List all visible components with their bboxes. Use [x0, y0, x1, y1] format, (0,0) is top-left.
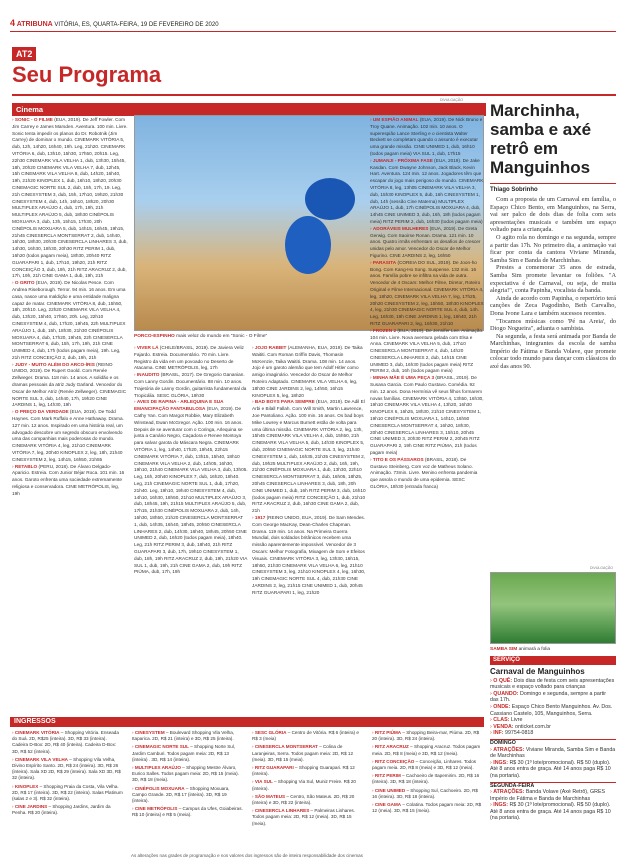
- schedule-item-label: INGS:: [493, 802, 510, 809]
- newspaper-brand: ATRIBUNA: [16, 21, 53, 28]
- bullet-icon: ›: [370, 327, 373, 333]
- bullet-icon: ›: [12, 463, 15, 469]
- service-item: [490, 724, 616, 731]
- ingressos-column-1: [12, 730, 124, 850]
- cinema-label: Cinema: [16, 105, 44, 114]
- bullet-icon: ›: [12, 730, 15, 735]
- movie-listing: [12, 409, 128, 463]
- cinema-price-entry: [132, 765, 244, 784]
- schedule-list: [490, 739, 616, 822]
- cinema-price-details: – Palmeiras Linhares. Todos pagam meia: 2D, R$ 12 (meia). 3D, R$ 15 (meia).: [252, 808, 355, 826]
- cinema-price-entry: [12, 730, 124, 755]
- cinema-price-entry: [372, 730, 484, 742]
- cinema-name: RITZ PIÚMA: [374, 730, 402, 735]
- cinema-name: CINESERCLA LINHARES: [254, 808, 310, 814]
- service-list: [490, 678, 616, 737]
- bullet-icon: ›: [252, 399, 255, 405]
- cinema-price-entry: [132, 806, 244, 818]
- page-header: [10, 18, 616, 32]
- movie-listing: [252, 399, 366, 515]
- cinema-price-entry: [132, 744, 244, 763]
- schedule-item-label: INGS:: [493, 759, 510, 766]
- cinema-name: SESC GLÓRIA: [254, 730, 287, 735]
- cinema-name: RITZ ARACRUZ: [374, 744, 409, 750]
- bullet-icon: ›: [490, 717, 494, 724]
- cinema-price-entry: [12, 784, 124, 803]
- movie-details: (ALEMANHA, EUA, 2019). De Taika Waititi. Com Roman Griffin Davis, Thomasin McKenzie, Taika Waititi. Drama. 108 min. 14 anos. Jojo é um garoto alemão que tem Adolf Hitler como amigo imaginário. Vencedor do Oscar de Melhor Roteiro Adaptado. CINEMARK VILA VELHA 6, leg, 18h30 CINE JARDINS 2, leg, 14h50, 16h15 KINOPLEX 5, leg, 18h20: [252, 345, 363, 398]
- cinema-name: RITZ CONCEIÇÃO: [374, 758, 415, 764]
- cinema-price-entry: [252, 779, 364, 791]
- movie-title: FROZEN 2: [372, 327, 397, 333]
- schedule-day: DOMINGO: [490, 739, 616, 747]
- cinema-name: CINE JARDINS: [14, 804, 48, 810]
- movie-listing: [134, 372, 248, 399]
- cinema-column-2: [134, 345, 248, 707]
- bullet-icon: ›: [132, 730, 135, 735]
- cinema-name: CINE METRÓPOLIS: [134, 806, 178, 812]
- bullet-icon: ›: [490, 723, 494, 730]
- service-item: [490, 730, 616, 737]
- movie-title: PARASITA: [372, 259, 397, 265]
- movie-title: VIVER LÁ: [136, 345, 159, 350]
- bullet-icon: ›: [252, 765, 255, 771]
- schedule-item: [490, 789, 616, 802]
- movie-listing: [370, 457, 484, 491]
- cinema-price-entry: [252, 730, 364, 742]
- schedule-day: SEGUNDA-FEIRA: [490, 782, 616, 790]
- ingressos-column-4: [372, 730, 484, 850]
- cinema-price-details: – Shopping Sul, Cachoeiro. 2D, R$ 16 (inteira). 3D, R$ 18 (inteira).: [372, 787, 478, 799]
- bullet-icon: ›: [12, 783, 15, 789]
- movie-title: JUMANJI - PRÓXIMA FASE: [372, 157, 433, 163]
- article-paragraph: Prestes a comemorar 35 anos de estrada, Samba Sim promete levantar os foliões. "A expectativa é de Carnaval, ou seja, de muita alegria!", conta Papinha, vocalista da banda.: [490, 264, 616, 295]
- service-item-text: Domingo e segunda, sempre a partir das 17h.: [490, 690, 607, 704]
- movie-details: (EUA, 2019). De Cathy Yan. Com Margot Robbie, Mary Elizabeth Winstead, Ewan McGregor. Ação. 100 min. 16 anos. Depois de se aventurar com o Coringa, Arlequina se junta a Canário Negro, Caçadora e Renee Montoya para salvar garota do Máscara Negra. CINEMARK VITÓRIA 1, leg, 14h40, 17h20, 19h45, 22h15 CINEMARK VITÓRIA 7, dub, 13h15, 15h40, 18h10 CINEMARK VILA VELHA 2, dub, 14h05, 16h30, 19h10, 21h40 CINEMARK VILA VELHA 3, dub, 13h05. Leg, 16h, 20h40 KINOPLEX 7, dub, 16h20, 18h40. Leg, 21h CINEMAGIC NORTE SUL 1, dub, 17h20, 21h40. Leg, 19h10, 19h40 CINESYSTEM 4, dub, 14h10, 16h30, 18h50, 21h10 MULTIPLEX ARAÚJO 3, dub, 18h45, 19h, 21h15 MULTIPLEX ARAÚJO 5, dub, 17h15, 21h30 CINÉPOLIS MOXUARA 2, dub, 14h, 16h30, 18h50, 21h20 CINESERCLA MONTSERRAT 1, dub, 14h35, 16h40, 18h45, 20h50 CINESERCLA LINHARES 2, dub, 14h30, 16h40, 18h45, 20h50 CINE UNIMED 2, dub, 16h20 (todos pagam meia), 18h40. Leg, 21h RITZ PERIM 3, dub, 18h40, 21h RITZ GUARAPARI 3, dub, 17h, 19h10 CINESYSTEM 1, dub, 18h, 19h RITZ ARACRUZ 2, dub, 19h, 21h20 VIA SUL 1, dub, 19h, 21h CINE GAMA 2, dub, 19h RITZ PIÚMA, dub, 17h, 19h: [134, 406, 248, 575]
- cinema-price-entry: [12, 804, 124, 816]
- article-body: [490, 196, 616, 371]
- movie-details: (EUA, 2019). De Nicolas Pesce. Com Andrea Riseborough. Terror. 94 min. 16 anos. Em uma casa, nasce uma maldição e uma entidade maligna capaz de matar. CINEMARK VITÓRIA 8, dub, 15h50, 18h, 20h10. Leg, 22h20 CINEMARK VILA VELHA 4, dub, 13h20, 15h40, 17h50, 20h. Leg, 22h10 CINESYSTEM 4, dub, 17h20, 19h45, 22h MULTIPLEX ARAÚJO 1, dub, 15h, 18h30, 21h30 CINÉPOLIS MOXUARA 4, dub, 17h20, 19h45, 22h CINESERCLA MONTSERRAT 6, dub, 15h, 17h, 19h, 21h CINE UNIMED 4, dub, 17h (todos pagam meia), 19h. Leg, 21h RITZ CONCEIÇÃO 2, dub, 19h, 21h: [12, 280, 126, 360]
- bullet-icon: ›: [370, 456, 373, 462]
- movie-details: (EUA, 2019). De Todd Haynes. Com Mark Ruffalo e Anne Hathaway. Drama. 127 min. 12 anos. Inspirado em uma história real, um advogado descobre um segredo obscuro envolvendo uma das companhias mais poderosas do mundo. CINEMARK VITÓRIA 4, leg, 21h10 CINEMARK VITÓRIA 7, leg, 20h40 KINOPLEX 2, leg, 18h, 21h40 CINESYSTEM 2, leg, 14h15, 16h50, 21h55: [12, 409, 124, 462]
- schedule-item-text: R$ 30 (1º lote/promocional). R$ 50 (duplo). Até 8 anos entra de graça. Até 14 anos paga R$ 10 (na portaria).: [490, 759, 611, 779]
- service-item: [490, 717, 616, 724]
- bullet-icon: ›: [370, 225, 373, 231]
- bullet-icon: ›: [370, 375, 373, 381]
- cinema-column-3: [252, 345, 366, 707]
- cinema-price-details: – Shopping Mestre Álvaro, Eurico Salles. Todos pagam meia: 2D, R$ 15 (meia). 3D, R$ 18 (meia).: [132, 765, 239, 783]
- bullet-icon: ›: [370, 157, 373, 163]
- photo-caption-label: PORCO-ESPINHO: [134, 334, 175, 339]
- bullet-icon: ›: [490, 802, 494, 809]
- movie-listing: [12, 117, 128, 280]
- cinema-price-entry: [252, 765, 364, 777]
- article-title: Marchinha, samba e axé retrô em Manguinhos: [490, 101, 592, 177]
- bullet-icon: ›: [252, 779, 255, 785]
- movie-title: TITO E OS PÁSSAROS: [372, 456, 424, 462]
- cinema-name: CINÉPOLIS MOXUARA: [134, 785, 185, 791]
- bullet-icon: ›: [252, 345, 255, 350]
- article-photo-caption: [490, 647, 616, 652]
- movie-title: BAD BOYS PARA SEMPRE: [254, 399, 315, 405]
- movie-details: (EUA, 2019). De Adil El Arbi e Bilall Fallah. Com Will Smith, Martin Lawrence, Joe Pantoliano. Ação. 100 min. 16 anos. Os bad boys Mike Lowrey e Marcus Burnett estão de volta para uma última missão. CINEMARK VITÓRIA 2, leg, 13h, 15h45 CINEMARK VILA VELHA 4, dub, 15h50, 21h CINEMARK VILA VELHA 5, dub, 14h30 KINOPLEX 5, dub, 20h50 CINEMAGIC NORTE SUL 3, leg, 21h40 CINESYSTEM 1, dub, 16h35, 21h35 CINESYSTEM 2, dub, 19h25 MULTIPLEX ARAÚJO 2, dub, 16h, 19h, 21h30 CINÉPOLIS MOXUARA 1, dub, 13h30, 22h10 CINESERCLA MONTSERRAT 3, dub, 16h05, 18h25, 20h45 CINESERCLA LINHARES 3, dub, 18h, 20h CINE UNIMED 1, dub, 16h RITZ PERIM 3, dub, 16h10 (todos pagam meia) RITZ CONCEIÇÃO 1, dub, 21h10 RITZ ARACRUZ 2, dub, 16h30 CINE GAMA 2, dub, 21h: [252, 399, 366, 514]
- cinema-price-details: – Shopping Jardins, Jardim da Penha. R$ 20 (inteira).: [12, 804, 111, 816]
- movie-listing: [252, 515, 366, 597]
- service-item-text: 99754-0818: [505, 730, 534, 737]
- ingressos-column-3: [252, 730, 364, 850]
- service-item-text: onticket.com.br: [515, 723, 551, 730]
- bullet-icon: ›: [12, 280, 15, 286]
- cinema-name: CINEMARK VITÓRIA: [14, 730, 60, 735]
- movie-title: O GRITO: [14, 280, 35, 286]
- cinema-name: SÃO MATEUS: [254, 793, 286, 799]
- cinema-price-details: – Colina de Laranjeiras, Serra. Todos pagam meia: 2D, R$ 12 (meia). 3D, R$ 15 (meia).: [252, 744, 354, 762]
- ingressos-footer: As alterações nas grades de programação e nos valores dos ingressos são de inteira responsabilidade dos cinemas: [131, 853, 363, 858]
- movie-title: AVES DE RAPINA - ARLEQUINA E SUA EMANCIPAÇÃO FANTABULOSA: [134, 399, 224, 412]
- schedule-item-label: ATRAÇÕES:: [493, 746, 526, 753]
- bullet-icon: ›: [132, 765, 135, 771]
- cinema-price-entry: [372, 773, 484, 785]
- service-item: [490, 678, 616, 691]
- article-photo-caption-label: SAMBA SIM: [490, 647, 518, 652]
- service-title: Carnaval de Manguinhos: [490, 666, 585, 676]
- cinema-price-details: – Shopping Moxuara, Campo Grande. 2D, R$ 17 (inteira). 3D, R$ 19 (inteira).: [132, 785, 230, 804]
- cinema-price-details: – Shopping Aracruz. Todos pagam meia. 2D, R$ 8 (meia) e 3D, R$ 12 (meia).: [372, 744, 481, 756]
- bullet-icon: ›: [12, 409, 15, 415]
- movie-listing: [12, 280, 128, 362]
- cinema-price-entry: [252, 744, 364, 763]
- movie-details: (REINO UNIDO, EUA, 2019). De Sam Mendes. Com George MacKay, Dean-Charles Chapman. Drama. 119 min. 14 anos. Na Primeira Guerra Mundial, dois soldados britânicos recebem uma missão aparentemente impossível. Vencedor de 3 Oscars: Melhor Fotografia, Mixagem de Som e Efeitos Visuais. CINEMARK VITÓRIA 3, leg, 13h30, 16h15, 18h50, 21h30 CINEMARK VILA VELHA 6, leg, 21h10 CINESYSTEM 3, leg, 21h10 KINOPLEX 4, leg, 16h30, 19h CINEMAGIC NORTE SUL 4, dub, 21h30 CINE JARDINS 2, leg, 21h15 CINE UNIMED 1, dub, 20h45 RITZ GUARAPARI 1, leg, 21h20: [252, 514, 366, 595]
- bullet-icon: ›: [370, 117, 373, 122]
- movie-listing: [370, 375, 484, 457]
- movie-title: INAUDITO: [136, 372, 160, 378]
- movie-listing: [12, 464, 128, 498]
- bullet-icon: ›: [372, 744, 375, 750]
- page-title: Seu Programa: [12, 62, 162, 87]
- bullet-icon: ›: [490, 789, 494, 796]
- movie-details: (EUA, 2019). De Jennifer Lee. Animação. 104 min. Livre. Nova aventura gelada com Elsa e Anna. CINEMARK VILA VELHA 5, dub, 17h10 CINESERCLA MONTSERRAT 4, dub, 14h20 CINESERCLA LINHARES 2, dub, 14h15 CINE UNIMED 3, dub, 16h30 (todos pagam meia) RITZ PERIM 2, dub, 16h (todos pagam meia): [370, 327, 484, 374]
- cinema-price-details: – Centro, São Mateus. 2D, R$ 20 (inteira) e 3D, R$ 22 (inteira).: [252, 793, 355, 806]
- schedule-item-text: Banda Volave (Axé Retrô), GRES Império de Fátima e Banda de Marchinhas: [490, 789, 606, 802]
- article-author: Thiago Sobrinho: [490, 183, 616, 193]
- cinema-name: KINOPLEX: [14, 783, 39, 789]
- cinema-name: MULTIPLEX ARAÚJO: [134, 765, 182, 771]
- cinema-price-details: – Colatina. Todos pagam meia: 2D, R$ 12 (meia). 3D, R$ 15 (meia).: [372, 802, 482, 814]
- movie-details: (EUA, 2019). De Greta Gerwig. Com Saoirse Ronan. Drama. 121 min. 10 anos. Quatro irmãs enfrentam os desafios de crescer unidas pelo amor. Vencedor do Oscar de Melhor Figurino. CINE JARDINS 2, leg, 16h50: [370, 225, 481, 258]
- photo-credit: DIVULGAÇÃO: [440, 98, 463, 102]
- bullet-icon: ›: [372, 730, 375, 735]
- service-item-label: CLAS:: [493, 717, 511, 724]
- bullet-icon: ›: [372, 802, 375, 808]
- movie-title: SONIC - O FILME: [14, 117, 53, 122]
- bullet-icon: ›: [252, 793, 255, 799]
- sonic-head: [305, 178, 355, 220]
- ingressos-label: INGRESSOS: [14, 718, 56, 725]
- movie-details: (BRASIL, 2019). De Susana Garcia. Com Paulo Gustavo. Comédia. 92 min. 12 anos. Dona Hermínia vê seus filhos formarem novas famílias. CINEMARK VITÓRIA 4, 13h50, 16h30, 19h10 CINEMARK VILA VELHA 4, 13h20, 16h30 KINOPLEX 6, 16h25, 18h30, 21h10 CINESYSTEM 1, 19h10 CINÉPOLIS MOXUARA 1, 14h10, 16h50 CINESERCLA MONTSERRAT 4, 16h20, 18h30, 20h40 CINESERCLA LINHARES 3, 15h10, 20h45 CINE UNIMED 3, 20h30 RITZ PERIM 2, 20h45 RITZ GUARAPARI 2, 19h CINE RITZ PIÚMA, 21h (todos pagam meia): [370, 375, 484, 456]
- bullet-icon: ›: [490, 690, 494, 697]
- cinema-column-1: [12, 117, 128, 707]
- bullet-icon: ›: [12, 804, 15, 810]
- service-item-label: O QUÊ:: [493, 677, 514, 684]
- cinema-price-details: – Boulevard Shopping Vila Velha, Itaparica. 2D, R$ 21 (inteira) e 3D, R$ 25 (inteira).: [132, 730, 235, 742]
- movie-details: (EUA, 2019). De Jeff Fowler. Com Jim Carrey e James Marsden. Aventura. 100 min. Livre. Sonic tenta impedir os planos do Dr. Robotnik (Jim Carrey) de dominar o mundo. CINEMARK VITÓRIA 5, dub, 12h, 14h20, 16h40, 19h. Leg, 21h20. CINEMARK VITÓRIA 6, dub, 13h10, 15h30, 17h50, 20h15. Leg, 22h30 CINEMARK VILA VELHA 1, dub, 13h30, 15h45, 18h, 20h20 CINEMARK VILA VELHA 7, dub, 12h45, 15h CINEMARK VILA VELHA 8, dub, 14h20, 16h40, 19h, 21h20 KINOPLEX 1, dub, 16h10, 18h20, 20h30 CINEMAGIC NORTE SUL 2, dub, 15h, 17h, 19. Leg, 21h CINESYSTEM 3, dub, 15h, 17h10, 19h20, 21h30 CINESYSTEM 4, dub, 14h, 16h10, 18h20, 20h30 MULTIPLEX ARAÚJO 4, dub, 17h, 19h, 21h MULTIPLEX ARAÚJO 5, dub, 18h30 CINÉPOLIS MOXUARA 3, dub, 13h, 15h15, 17h30, 20h CINÉPOLIS MOXUARA 5, dub, 14h15, 16h45, 19h15, 21h45 CINESERCLA MONTSERRAT 2, dub, 14h40, 16h30, 18h30, 20h30 CINESERCLA LINHARES 3, dub, 14h30, 16h30, 18h30, 20h30 RITZ PERIM 1, dub, 16h20 (todos pagam meia), 18h30, 20h40 RITZ GUARAPARI 1, dub, 17h10, 19h20, 21h RITZ CONCEIÇÃO 3, dub, 19h, 21h RITZ ARACRUZ 2, dub, 17h, 19h, 21h CINE GAMA 1, dub, 19h, 21h: [12, 117, 128, 279]
- bullet-icon: ›: [490, 746, 494, 753]
- movie-listing: [370, 117, 484, 158]
- sonic-figure: [285, 216, 331, 274]
- cinema-price-entry: [252, 808, 364, 827]
- bullet-icon: ›: [252, 514, 255, 520]
- movie-listing: [134, 399, 248, 576]
- service-item-text: Dois dias de festa com seis apresentações musicais e espaço voltado para crianças: [490, 677, 615, 691]
- dateline: VITÓRIA, ES, QUARTA-FEIRA, 19 DE FEVEREIRO DE 2020: [54, 22, 219, 28]
- section-badge: AT2: [12, 47, 36, 61]
- cinema-price-entry: [132, 730, 244, 742]
- cinema-price-entry: [372, 744, 484, 756]
- cinema-price-details: – Campus da Ufes, Goiabeiras. R$ 10 (inteira) e R$ 5 (meia).: [132, 806, 243, 818]
- cinema-name: VIA SUL: [254, 779, 273, 785]
- bullet-icon: ›: [12, 756, 15, 762]
- cinema-price-details: – Shopping Via Sul, Muniz Freire. R$ 20 (inteira).: [252, 779, 356, 791]
- article-paragraph: O agito rola no domingo e na segunda, sempre a partir das 17h. No primeiro dia, a animação vai ficar por conta da cantora Viviane Miranda, Samba Sim e Banda de Marchinhas.: [490, 233, 616, 264]
- bullet-icon: ›: [490, 759, 494, 766]
- ingressos-column-2: [132, 730, 244, 850]
- service-item-text: Livre: [510, 717, 523, 724]
- schedule-item: [490, 802, 616, 822]
- cinema-price-details: – Shopping Norte Sul, Jardim Camburi. Todos pagam meia: 2D, R$ 13 (inteira) . 3D, R$ 14 (inteira).: [132, 744, 236, 762]
- title-rule: [12, 94, 616, 96]
- article-paragraph: Ainda de acordo com Papinha, o repertório terá canções de Zeca Pagodinho, Beth Carvalho, Dona Ivone Lara e também sucessos recentes.: [490, 294, 616, 317]
- bullet-icon: ›: [132, 785, 135, 791]
- movie-listing: [370, 328, 484, 376]
- bullet-icon: ›: [490, 730, 494, 737]
- movie-title: 1917: [254, 514, 266, 520]
- bullet-icon: ›: [132, 806, 135, 812]
- cinema-price-details: – Centro de Vitória. R$ 6 (inteira) e R$ 3 (meia): [252, 730, 359, 742]
- cinema-price-entry: [132, 786, 244, 805]
- schedule-item: [490, 760, 616, 780]
- schedule-item-label: ATRAÇÕES:: [493, 789, 526, 796]
- cinema-name: CINE UNIMED: [374, 787, 406, 793]
- cinema-price-details: – Shopping Vitória. Enseada do Suá. 2D, R$25 (inteira). 3D, R$ 33 (inteira). Cadeira D-Box: 2D, R$ 40 (inteira). Cadeira D-Box: 3D, R$ 52 (inteira).: [12, 730, 119, 754]
- bullet-icon: ›: [490, 703, 494, 710]
- bullet-icon: ›: [132, 744, 135, 750]
- movie-details: (EUA, 2019). De Nick Bruno e Troy Quane. Animação. 102 min. 10 anos. O superespião Lance Sterling e o cientista Walter Beckett se completam quando o assunto é executar uma grande missão. CINE UNIMED 1, dub, 16h10 (todos pagam meia) VIA SUL 1, dub, 17h15: [370, 117, 483, 156]
- bullet-icon: ›: [12, 117, 15, 122]
- movie-listing: [370, 226, 484, 260]
- cinema-name: CINE GAMA: [374, 802, 402, 808]
- cinema-price-entry: [12, 757, 124, 782]
- movie-details: (EUA, 2019). De Jake Kasdan. Com Dwayne Johnson, Jack Black, Kevin Hart. Aventura. 124 min. 12 anos. Jogadores têm que escapar do jogo mais perigoso do mundo. CINEMARK VITÓRIA 8, leg, 13h05 CINEMARK VILA VELHA 3, dub, 15h30 KINOPLEX 5, dub, 16h CINESYSTEM 1, dub, 14h (sessão Cine Materna) MULTIPLEX ARAÚJO 1, dub, 17h CINÉPOLIS MOXUARA 4, dub, 14h45 CINE UNIMED 3, dub, 16h, 18h (todos pagam meia) RITZ PERIM 2, dub, 16h30 (todos pagam meia): [370, 157, 484, 224]
- service-item-label: ONDE:: [493, 703, 512, 710]
- cinema-price-details: – Shopping Vila Velha, Divino Espírito Santo. 2D, R$ 24 (inteira). 3D, R$ 26 (inteira). Sala XD 2D, R$ 29 (inteira). Sala XD 3D, R$ 32 (inteira).: [12, 756, 121, 781]
- service-box: [490, 656, 616, 856]
- schedule-item: [490, 747, 616, 760]
- movie-title: JOJO RABBIT: [254, 345, 287, 350]
- cinema-name: CINESYSTEM: [134, 730, 165, 735]
- movie-details: (BRASIL, 2018). De Gustavo Steinberg. Com voz de Matheus Solano. Animação. 73min. Livre. Menino enfrenta pandemia que assola o mundo de uma epidemia. SESC GLÓRIA, 18h30 (entrada franca): [370, 456, 478, 490]
- bullet-icon: ›: [252, 808, 255, 814]
- movie-listing: [134, 345, 248, 372]
- movie-title: UM ESPIÃO ANIMAL: [372, 117, 419, 122]
- service-label: SERVIÇO: [490, 656, 616, 665]
- article-paragraph: Com a proposta de um Carnaval em família, o Espaço Chico Bento, em Manguinhos, na Serra, vai ser palco de dois dias de folia com seis apresentações musicais e também um espaço voltado para a criançada.: [490, 196, 616, 234]
- service-item-label: VENDA:: [493, 723, 516, 730]
- cinema-price-details: – Shopping Praia da Costa, Vila Velha. 2D, R$ 17 (inteira). 3D, R$ 22 (inteira). Salas Platinum (salas 2 e 3). R$ 32 (inteira).: [12, 783, 123, 802]
- ingressos-bar: [10, 717, 484, 727]
- bullet-icon: ›: [134, 399, 137, 405]
- article-paragraph: "Tocamos músicas como 'Pé na Areia', do Diogo Nogueira", adianta o sambista.: [490, 317, 616, 333]
- service-item: [490, 691, 616, 704]
- photo-caption-text: mais veloz do mundo em "Sonic - O Filme": [176, 334, 268, 339]
- cinema-price-details: – Shopping Beira-mar, Piúma. 2D, R$ 20 (inteira). 3D, R$ 24 (inteira).: [372, 730, 480, 742]
- bullet-icon: ›: [372, 758, 375, 764]
- movie-title: RETABLO: [14, 463, 38, 469]
- bullet-icon: ›: [372, 773, 375, 779]
- cinema-price-entry: [372, 802, 484, 814]
- bullet-icon: ›: [12, 361, 15, 367]
- movie-listing: [370, 260, 484, 328]
- service-item-label: QUANDO:: [493, 690, 521, 697]
- movie-details: (BRASIL, 2017). De Gregorio Gananian. Com Lanny Gordin. Documentário. 88 min. 10 anos. Trajetória de Lanny Gordin, guitarrista fundamental da Tropicália. SESC GLÓRIA, 19h30: [134, 372, 247, 398]
- movie-title: O PREÇO DA VERDADE: [14, 409, 69, 415]
- bullet-icon: ›: [252, 730, 255, 735]
- movie-listing: [370, 158, 484, 226]
- movie-details: (COREIA DO SUL, 2019). De Joon-ho Bong. Com Kang-Ho Song. Suspense. 132 min. 16 anos. Família pobre se infiltra na vida de outra. Vencedor de 4 Oscars: Melhor Filme, Diretor, Roteiro Original e Filme Internacional. CINEMARK VITÓRIA 4, leg, 18h20, CINEMARK VILA VELHA 7, leg, 17h25, 20h20 CINESYSTEM 2, leg, 15h50, 18h30 KINOPLEX 4, leg, 21h30 CINEMAGIC NORTE SUL 4, dub, 14h. Leg, 16h30, 19h CINE JARDINS 1, leg, 16h40, 21h RITZ GUARAPARI 2, leg, 16h30, 21h10: [370, 259, 484, 326]
- bullet-icon: ›: [490, 677, 494, 684]
- movie-title: MINHA MÃE É UMA PEÇA 3: [372, 375, 435, 381]
- schedule-item-text: R$ 30 (1º lote/promocional). R$ 50 (duplo). Até 8 anos entra de graça. Até 14 anos paga R$ 10 (na portaria).: [490, 802, 611, 822]
- bullet-icon: ›: [252, 744, 255, 750]
- cinema-price-entry: [372, 788, 484, 800]
- page-number: 4: [10, 18, 16, 28]
- service-item-text: Espaço Chico Bento Manguinhos. Av. Dos. Cassiano Castelo, 105, Manguinhos, Serra.: [490, 703, 613, 717]
- movie-listing: [252, 345, 366, 399]
- service-item: [490, 704, 616, 717]
- service-item-label: INF:: [493, 730, 506, 737]
- cinema-price-details: – Cachoeiro de Itapemirim. 2D, R$ 16 (inteira). 3D, R$ 18 (inteira).: [372, 773, 480, 785]
- movie-title: JUDY - MUITO ALÉM DO ARCO-ÍRIS: [14, 361, 95, 367]
- samba-sim-photo: [490, 572, 616, 644]
- cinema-price-entry: [252, 794, 364, 806]
- cinema-price-details: – Shopping Guarapari. R$ 12 (inteira).: [252, 765, 355, 777]
- cinema-name: CINESERCLA MONTSERRAT: [254, 744, 318, 750]
- bullet-icon: ›: [372, 787, 375, 793]
- bullet-icon: ›: [134, 372, 137, 378]
- cinema-name: RITZ PERIM: [374, 773, 401, 779]
- bullet-icon: ›: [370, 259, 373, 265]
- article-photo-credit: DIVULGAÇÃO: [590, 566, 613, 570]
- movie-details: (PERU, 2018). De Álvaro Delgado-Aparicio. Estreia. Com Junior Béjar Roca. 101 min. 16 anos. Garoto enfrenta uma sociedade extremamente religiosa e conservadora. CINE METRÓPOLIS, leg, 19h: [12, 463, 125, 496]
- cinema-price-details: – Conceição, Linhares. Todos pagam meia. 2D, R$ 8 (meia) e 3D, R$ 12 (meia).: [372, 758, 477, 771]
- movie-details: (CHILE/BRASIL, 2019). De Javiera Veliz Fajardo. Estreia. Documentário. 70 min. Livre. Registro da vida em um povoado no Deserto de Atacama. CINE METRÓPOLIS, leg, 17h: [134, 345, 244, 371]
- cinema-price-entry: [372, 759, 484, 771]
- movie-listing: [12, 362, 128, 410]
- cinema-name: RITZ GUARAPARI: [254, 765, 294, 771]
- cinema-name: CINEMARK VILA VELHA: [14, 756, 68, 762]
- schedule-item-text: Viviane Miranda, Samba Sim e Banda de Marchinhas: [490, 746, 616, 760]
- cinema-column-4: [370, 117, 484, 707]
- movie-details: (REINO UNIDO, 2019). De Rupert Goold. Com Renée Zellweger. Drama. 118 min. 14 anos. A solidão e os dramas pessoais da atriz Judy Garland. Vencedor do Oscar de Melhor Atriz (Renée Zellweger). CINEMAGIC NORTE SUL 3, dub, 14h40, 17h, 19h20 CINE JARDINS 1, leg, 14h30, 19h: [12, 361, 127, 408]
- article-photo-caption-text: animará a folia: [518, 647, 551, 652]
- cinema-name: CINEMAGIC NORTE SUL: [134, 744, 189, 750]
- movie-title: ADORÁVEIS MULHERES: [372, 225, 429, 231]
- article-paragraph: Na segunda, a festa será animada por Banda de Marchinhas, integrantes da escola de samba Império de Fátima e Banda Volave, que promete colocar todo mundo para dançar com clássicos do axé das anos 90.: [490, 332, 616, 371]
- bullet-icon: ›: [134, 345, 137, 350]
